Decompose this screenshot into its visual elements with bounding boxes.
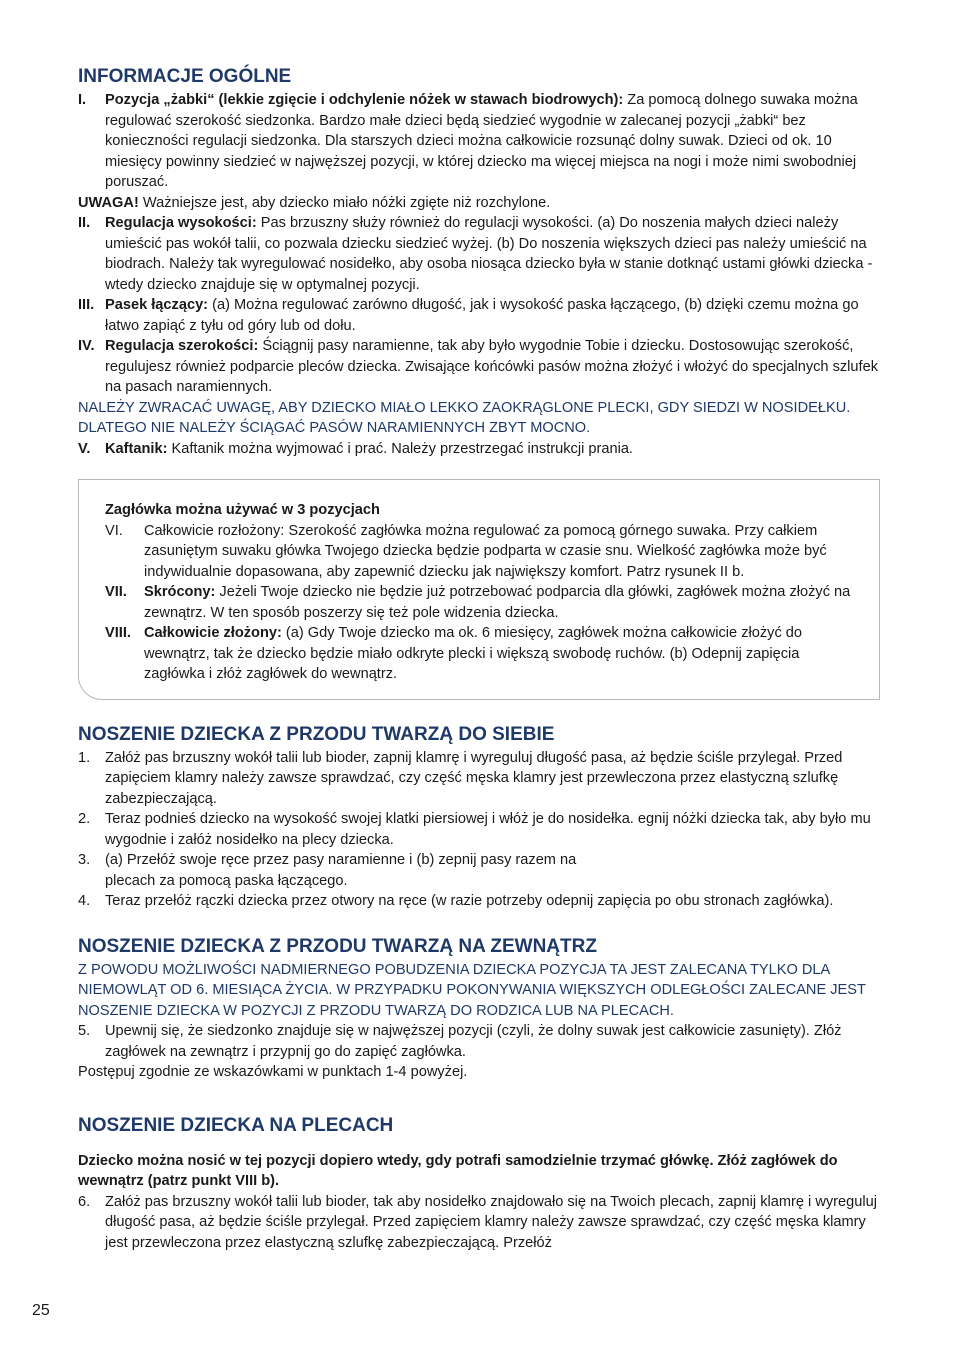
headrest-info-box [78, 479, 880, 700]
page-number: 25 [32, 1302, 50, 1319]
item-text: Jeżeli Twoje dziecko nie będzie już potrzebować podparcia dla główki, zagłówek można złożyć na zewnątrz. W ten sposób poszerzy się też pole widzenia dziecka. [144, 584, 851, 621]
item-iii [78, 295, 880, 336]
list-item [78, 748, 880, 810]
item-text: Załóż pas brzuszny wokół talii lub bioder, tak aby nosidełko znajdowało się na Twoich plecach, zapnij klamrę i wyreguluj długość pasa, aż będzie ściśle przylegał. Przed zapięciem klamry należy zawsze sprawdzać, czy część męska klamry jest przewleczona przez elastyczną szlufkę zabezpieczającą. Przełóż [105, 1193, 877, 1251]
item-number: 3. [78, 852, 91, 868]
item-text: (a) Można regulować zarówno długość, jak i wysokość paska łączącego, (b) dzięki czemu można go łatwo zapiąć z tyłu od góry lub od dołu. [105, 297, 859, 334]
section-title-general: INFORMACJE OGÓLNE [78, 66, 292, 87]
section-title: NOSZENIE DZIECKA NA PLECACH [78, 1114, 394, 1136]
item-number: V. [78, 440, 91, 457]
item-number: VII. [105, 584, 127, 600]
item-vi [105, 521, 859, 583]
item-text: Upewnij się, że siedzonko znajduje się w najwęższej pozycji (czyli, że dolny suwak jest całkowicie zasunięty). Złóż zagłówek na zewnątrz i przypnij go do zapięć zagłówka. [105, 1023, 842, 1060]
list-item [78, 891, 880, 912]
item-text-cont: plecach za pomocą paska łączącego. [105, 872, 348, 889]
item-number: 4. [78, 893, 91, 909]
item-text: Całkowicie rozłożony: Szerokość zagłówka można regulować za pomocą górnego suwaka. Przy całkiem zasuniętym suwaku główka Twojego dziecka będzie podparta w czasie snu. Wielkość zagłówka może być indywidualnie dopasowana, aby zapewnić dziecku jak największy komfort. Patrz rysunek II b. [144, 522, 827, 580]
section-front-facing-out [78, 934, 880, 1083]
page-content [78, 64, 880, 1253]
section-title: NOSZENIE DZIECKA Z PRZODU TWARZĄ DO SIEBIE [78, 723, 555, 745]
list-item [78, 850, 880, 891]
list-item [78, 1021, 880, 1062]
note-uwaga: UWAGA! Ważniejsze jest, aby dziecko miało nóżki zgięte niż rozchylone. [78, 194, 551, 211]
warning-text: Z POWODU MOŻLIWOŚCI NADMIERNEGO POBUDZENIA DZIECKA POZYCJA TA JEST ZALECANA TYLKO DLA NIEMOWLĄT OD 6. MIESIĄCA ŻYCIA. W PRZYPADKU POKONYWANIA WIĘKSZYCH ODLEGŁOŚCI ZALECANE JEST NOSZENIE DZIECKA W POZYCJI Z PRZODU TWARZĄ DO RODZICA LUB NA PLECACH. [78, 961, 866, 1019]
item-number: IV. [78, 338, 95, 354]
item-number: VI. [105, 522, 123, 539]
item-i [78, 90, 880, 193]
follow-text: Postępuj zgodnie ze wskazówkami w punktach 1-4 powyżej. [78, 1064, 468, 1080]
item-number: III. [78, 297, 95, 313]
section-front-facing-in [78, 722, 880, 912]
item-number: 5. [78, 1023, 91, 1039]
item-ii [78, 213, 880, 295]
item-text: (a) Przełóż swoje ręce przez pasy naramienne i (b) zepnij pasy razem na [105, 852, 577, 868]
list-item [78, 809, 880, 850]
item-text: Teraz podnieś dziecko na wysokość swojej klatki piersiowej i włóż je do nosidełka. egnij nóżki dziecka tak, aby było mu wygodnie i załóż nosidełko na plecy dziecka. [105, 811, 871, 848]
item-number: VIII. [105, 625, 131, 641]
item-v [78, 439, 880, 460]
item-lead: Skrócony: [144, 584, 216, 600]
item-text: (a) Gdy Twoje dziecko ma ok. 6 miesięcy, zagłówek można całkowicie złożyć do wewnątrz, tak że dziecko będzie miało odkryte plecki i większą swobodę ruchów. (b) Odepnij zapięcia zagłówka i złóż zagłówek do wewnątrz. [144, 625, 803, 682]
item-number: 6. [78, 1193, 91, 1210]
item-text: Kaftanik można wyjmować i prać. Należy przestrzegać instrukcji prania. [167, 440, 633, 457]
section-back-carry [78, 1113, 880, 1254]
item-text: Załóż pas brzuszny wokół talii lub bioder, zapnij klamrę i wyreguluj długość pasa, aż będzie ściśle przylegał. Przed zapięciem klamry należy zawsze sprawdzać, czy część męska klamry jest przewleczona przez elastyczną szlufkę zabezpieczającą. [105, 749, 843, 807]
item-text: Ściągnij pasy naramienne, tak aby było wygodnie Tobie i dziecku. Dostosowując szerokość, regulujesz również podparcie pleców dziecka. Zwisające końcówki pasów można złożyć i włożyć do specjalnych szlufek na pasach naramiennych. [105, 338, 879, 395]
list-item [78, 1192, 880, 1254]
item-viii [105, 623, 859, 685]
item-lead: Kaftanik: [105, 440, 168, 457]
section-title: NOSZENIE DZIECKA Z PRZODU TWARZĄ NA ZEWNĄTRZ [78, 935, 597, 957]
item-text: Pas brzuszny służy również do regulacji wysokości. (a) Do noszenia małych dzieci należy umieścić pas wokół talii, co pozwala dziecku siedzieć wyżej. (b) Do noszenia większych dzieci pas należy umieścić na biodrach. Należy tak wyregulować nosidełko, aby osoba niosąca dziecko była w stanie dotknąć ustami główki dziecka - wtedy dziecko znajduje się w optymalnej pozycji. [105, 215, 873, 293]
item-number: II. [78, 215, 91, 231]
item-lead: Regulacja szerokości: [105, 338, 259, 354]
item-lead: Pozycja „żabki“ (lekkie zgięcie i odchylenie nóżek w stawach biodrowych): [105, 92, 624, 108]
item-lead: Regulacja wysokości: [105, 215, 257, 231]
item-lead: Całkowicie złożony: [144, 625, 282, 641]
item-iv [78, 336, 880, 398]
warning-text: NALEŻY ZWRACAĆ UWAGĘ, ABY DZIECKO MIAŁO LEKKO ZAOKRĄGLONE PLECKI, GDY SIEDZI W NOSIDEŁKU. DLATEGO NIE NALEŻY ŚCIĄGAĆ PASÓW NARAMIENNYCH ZBYT MOCNO. [78, 399, 851, 436]
item-vii [105, 582, 859, 623]
bold-intro: Dziecko można nosić w tej pozycji dopiero wtedy, gdy potrafi samodzielnie trzymać główkę. Złóż zagłówek do wewnątrz (patrz punkt VIII b). [78, 1152, 838, 1189]
item-number: 2. [78, 811, 91, 827]
item-text: Za pomocą dolnego suwaka można regulować szerokość siedzonka. Bardzo małe dzieci będą siedzieć wygodnie w zalecanej pozycji „żabki“ bez konieczności regulacji siedzonka. Dla starszych dzieci można całkowicie rozsunąć dolny suwak. Dzieci od ok. 10 miesięcy powinny siedzieć w najwęższej pozycji, w której dziecko ma więcej miejsca na nogi i może nimi swobodniej poruszać. [105, 92, 858, 190]
item-number: I. [78, 92, 87, 108]
item-lead: Pasek łączący: [105, 297, 209, 313]
box-title: Zagłówka można używać w 3 pozycjach [105, 502, 380, 518]
item-text: Teraz przełóż rączki dziecka przez otwory na ręce (w razie potrzeby odepnij zapięcia po obu stronach zagłówka). [105, 893, 834, 909]
item-number: 1. [78, 749, 91, 766]
